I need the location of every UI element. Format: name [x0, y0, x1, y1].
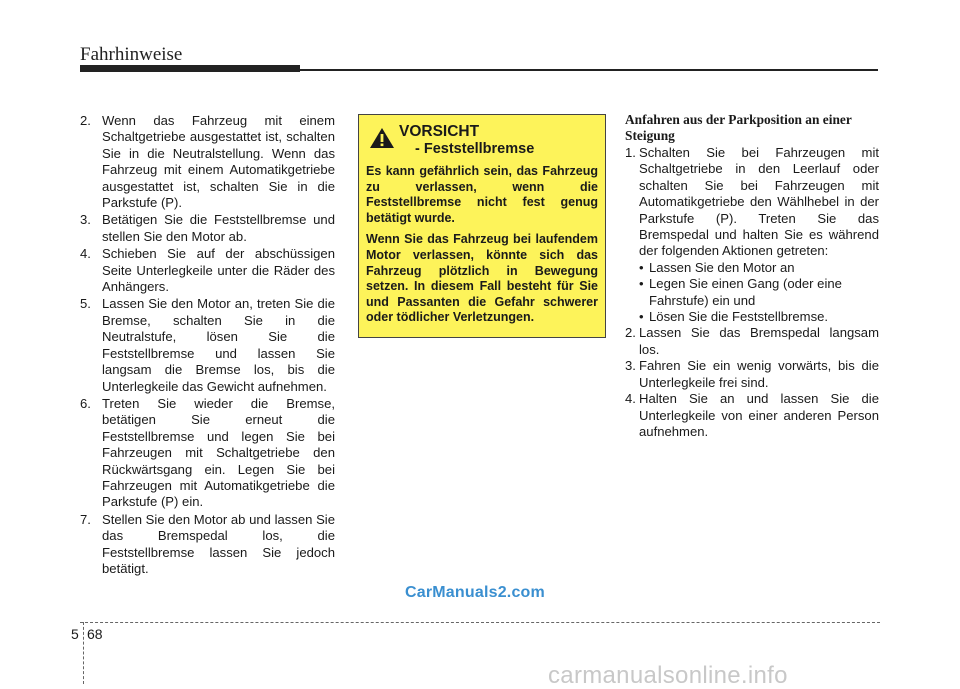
step-text: Fahren Sie ein wenig vorwärts, bis die Unterlegkeile frei sind. — [639, 358, 879, 390]
bullet-text: Lösen Sie die Feststellbremse. — [649, 309, 829, 325]
step-text: Lassen Sie den Motor an, treten Sie die Bremse, schalten Sie in die Neutralstufe, lösen Sie die Feststellbremse und lassen Sie langsam die Bremse los, bis die Unterlegkeile das Gewicht aufnehmen. — [102, 296, 335, 394]
step-number: 4. — [625, 391, 636, 407]
warning-title: VORSICHT — [399, 123, 480, 140]
bullet-icon: • — [639, 276, 644, 292]
right-column — [625, 112, 879, 440]
left-column — [80, 113, 335, 578]
section-heading: Anfahren aus der Parkposition an einer Steigung — [625, 112, 852, 143]
footer-rule — [80, 622, 880, 623]
list-item — [625, 145, 879, 260]
step-number: 2. — [80, 113, 91, 128]
warning-subtitle: - Feststellbremse — [415, 141, 535, 157]
list-item — [80, 396, 335, 511]
list-item — [80, 296, 335, 394]
warning-header — [366, 123, 598, 164]
step-text: Halten Sie an und lassen Sie die Unterlegkeile von einer anderen Person aufnehmen. — [639, 391, 879, 439]
list-item — [80, 212, 335, 245]
footer-divider — [83, 622, 84, 684]
warning-paragraph: Es kann gefährlich sein, das Fahrzeug zu verlassen, wenn die Feststellbremse nicht fest genug betätigt wurde. — [366, 164, 598, 225]
step-number: 3. — [80, 212, 91, 228]
step-text: Lassen Sie das Bremspedal langsam los. — [639, 325, 879, 357]
step-number: 7. — [80, 511, 91, 527]
list-item — [80, 512, 335, 578]
step-text: Schalten Sie bei Fahrzeugen mit Schaltgetriebe in den Leerlauf oder schalten Sie bei Fahrzeugen mit Automatikgetriebe den Wählhebel in der Parkstufe (P). Treten Sie das Bremspedal und halten Sie es während der folgenden Aktionen getreten: — [639, 145, 879, 259]
step-number: 4. — [80, 246, 91, 262]
header-rule-thin — [300, 69, 878, 71]
step-text: Stellen Sie den Motor ab und lassen Sie das Bremspedal los, die Feststellbremse lassen Sie jedoch betätigt. — [102, 511, 335, 576]
step-text: Wenn das Fahrzeug mit einem Schaltgetriebe ausgestattet ist, schalten Sie in die Neutralstellung. Wenn das Fahrzeug mit einem Automatikgetriebe ausgestattet ist, schalten Sie in die Parkstufe (P). — [102, 113, 335, 211]
list-item — [80, 113, 335, 211]
bullet-item — [625, 260, 879, 276]
bullet-icon: • — [639, 259, 644, 275]
bullet-item — [625, 276, 879, 309]
list-item — [625, 325, 879, 358]
warning-triangle-icon — [369, 127, 395, 149]
step-number: 1. — [625, 145, 636, 160]
step-number: 3. — [625, 358, 636, 374]
bullet-text: Legen Sie einen Gang (oder eine Fahrstufe) ein und — [649, 276, 842, 308]
step-number: 6. — [80, 395, 91, 411]
step-number: 2. — [625, 325, 636, 341]
warning-box — [358, 114, 606, 338]
page-header-title: Fahrhinweise — [80, 44, 183, 65]
step-text: Schieben Sie auf der abschüssigen Seite Unterlegkeile unter die Räder des Anhängers. — [102, 246, 335, 295]
step-number: 5. — [80, 296, 91, 312]
bullet-item — [625, 309, 879, 325]
chapter-number: 5 — [71, 626, 79, 642]
step-text: Betätigen Sie die Feststellbremse und stellen Sie den Motor ab. — [102, 212, 335, 244]
step-text: Treten Sie wieder die Bremse, betätigen Sie erneut die Feststellbremse und legen Sie bei Fahrzeugen mit Schaltgetriebe den Rückwärtsgang ein. Legen Sie bei Fahrzeugen mit Automatikgetriebe die Parkstufe (P) ein. — [102, 395, 335, 510]
warning-title-group — [395, 123, 534, 164]
site-watermark: carmanualsonline.info — [548, 662, 788, 689]
list-item — [625, 391, 879, 440]
bullet-icon: • — [639, 309, 644, 325]
watermark-link[interactable]: CarManuals2.com — [405, 584, 545, 601]
bullet-text: Lassen Sie den Motor an — [649, 259, 795, 275]
header-rule-thick — [80, 65, 300, 72]
page-number: 68 — [87, 626, 103, 642]
warning-paragraph: Wenn Sie das Fahrzeug bei laufendem Motor verlassen, könnte sich das Fahrzeug plötzlich in Bewegung setzen. In diesem Fall besteht für Sie und Passanten die Gefahr schwerer oder tödlicher Verletzungen. — [366, 232, 598, 325]
list-item — [80, 246, 335, 295]
list-item — [625, 358, 879, 391]
